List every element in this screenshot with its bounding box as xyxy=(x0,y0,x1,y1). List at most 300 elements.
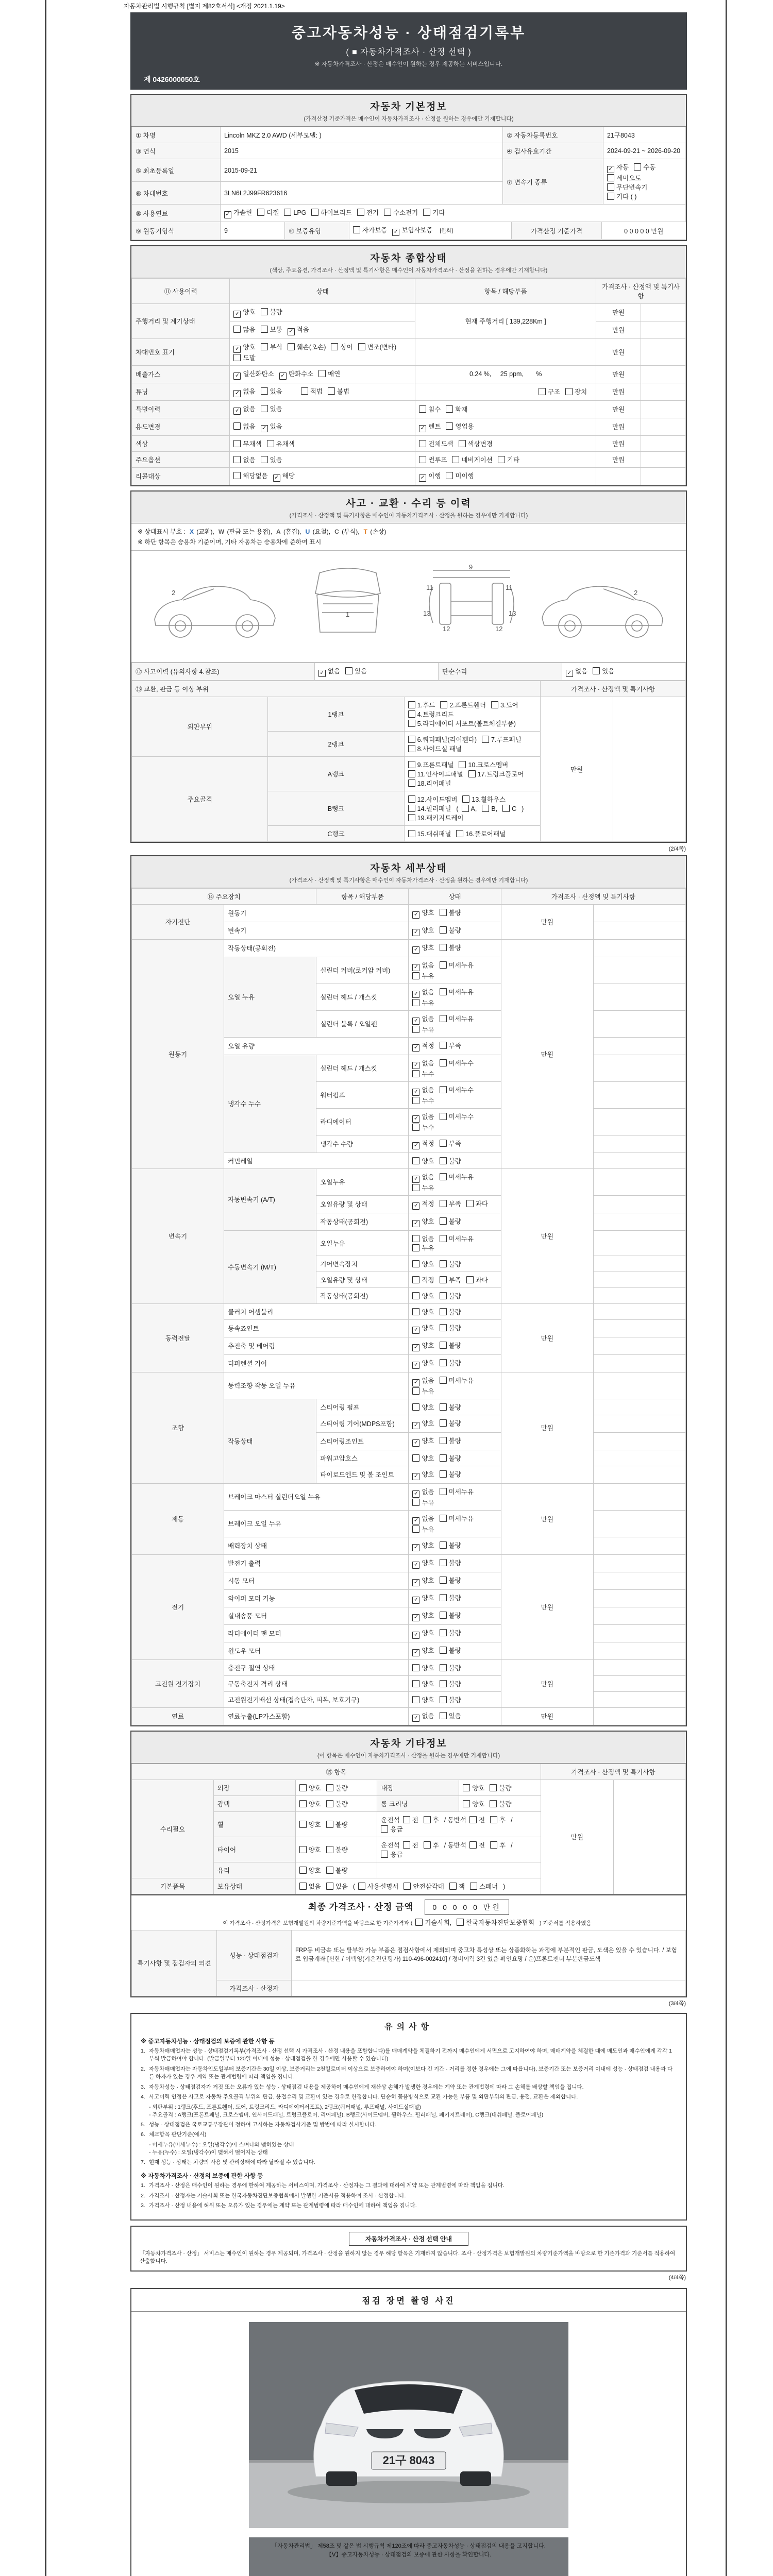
checkbox-label: 14.필러패널 xyxy=(417,805,451,812)
item-options-cell xyxy=(415,418,596,435)
item-cell: 현재 주행거리 [ 139,228Km ] xyxy=(415,303,596,338)
checkbox-option xyxy=(634,162,656,172)
checkbox xyxy=(381,1851,388,1858)
checkbox-label: 있음 xyxy=(355,667,367,675)
note-cell xyxy=(593,957,685,984)
checkbox-label: 있음 xyxy=(270,387,282,395)
status-options-cell xyxy=(409,1554,501,1572)
item-label-cell: 실내송풍 모터 xyxy=(224,1607,409,1624)
svg-text:21구 8043: 21구 8043 xyxy=(382,2453,435,2467)
field-label: ⑨ 원동기형식 xyxy=(132,222,221,240)
checkbox-label: 없음 xyxy=(422,1015,434,1023)
checkbox-label: 양호 xyxy=(422,1664,434,1672)
device-group-label: 원동기 xyxy=(132,939,224,1168)
checkbox-label: 안전삼각대 xyxy=(413,1883,444,1890)
checkbox-option xyxy=(440,1139,461,1148)
checkbox xyxy=(440,1359,447,1366)
fee-cell: 만원 xyxy=(596,321,641,338)
checkbox-label: 10.크로스멤버 xyxy=(468,761,509,769)
usage-history-label: 차대번호 표기 xyxy=(132,338,230,365)
page-marker: (3/4쪽) xyxy=(668,2000,686,2007)
checkbox: ✓ xyxy=(412,1089,419,1096)
checkbox-option xyxy=(392,225,432,236)
note-cell xyxy=(593,1319,685,1337)
checkbox-option xyxy=(408,769,463,778)
checkbox-label: 없음 xyxy=(308,1883,321,1890)
checkbox xyxy=(634,163,641,171)
checkbox-option xyxy=(412,1593,434,1604)
checkbox-label: 누유 xyxy=(422,972,434,980)
checkbox-option xyxy=(446,471,474,480)
checkbox-label: 누유 xyxy=(422,1526,434,1533)
checkbox-label: 양호 xyxy=(422,1217,434,1225)
checkbox-label: 불량 xyxy=(448,1541,461,1549)
item-label-cell: 스티어링 기어(MDPS포함) xyxy=(316,1415,409,1432)
status-options-cell xyxy=(409,1691,501,1707)
checkbox xyxy=(299,1784,307,1791)
checkbox-option xyxy=(412,1323,434,1334)
checkbox-option xyxy=(299,1799,321,1808)
usage-history-label: 배출가스 xyxy=(132,365,230,383)
checkbox-label: 양호 xyxy=(422,1680,434,1688)
field-label: ③ 연식 xyxy=(132,143,221,159)
checkbox-option xyxy=(408,813,464,822)
status-options-cell xyxy=(409,922,501,939)
position-options-cell xyxy=(377,1837,541,1862)
item-label-cell: 추진축 및 베어링 xyxy=(224,1337,409,1354)
checkbox: ✓ xyxy=(412,1649,419,1656)
checkbox xyxy=(267,440,274,447)
checkbox-label: 부식 xyxy=(270,343,282,351)
report-subtitle: ( ■ 자동차가격조사 · 산정 선택 ) xyxy=(346,48,472,57)
checkbox-option xyxy=(470,1882,498,1891)
checkbox: ✓ xyxy=(566,670,573,677)
rank-items-cell xyxy=(404,791,540,825)
note-cell xyxy=(593,1337,685,1354)
checkbox-label: 기타 xyxy=(507,456,519,464)
rank-items-cell xyxy=(404,697,540,731)
checkbox-option xyxy=(328,386,349,396)
status-options-cell xyxy=(409,1168,501,1195)
checkbox-option xyxy=(440,1291,461,1300)
checkbox-label: 부족 xyxy=(448,1276,461,1284)
checkbox-option xyxy=(466,1199,488,1208)
checkbox xyxy=(261,456,268,463)
checkbox-option xyxy=(440,1558,461,1567)
checkbox-option xyxy=(412,908,434,919)
checkbox-option xyxy=(408,700,435,709)
note-cell xyxy=(593,1010,685,1037)
checkbox xyxy=(299,1821,307,1828)
checkbox xyxy=(412,1026,419,1033)
page-marker: (2/4쪽) xyxy=(668,845,686,852)
page-border-right xyxy=(726,0,727,2576)
table-row xyxy=(132,1707,686,1725)
checkbox-option xyxy=(412,971,434,980)
checkbox-label: 불량 xyxy=(448,1292,461,1300)
notice-sub-item: - 미세누유(미세누수) : 오일(냉각수)이 스며나와 맺혀있는 상태 xyxy=(149,2141,294,2148)
checkbox-option xyxy=(224,208,252,218)
checkbox xyxy=(440,1324,447,1331)
checkbox-label: LPG xyxy=(293,209,307,216)
text-segment: ) xyxy=(503,1883,506,1890)
table-row xyxy=(132,1780,686,1795)
checkbox-option xyxy=(440,1611,461,1620)
checkbox: ✓ xyxy=(412,1562,419,1569)
legend-prefix: ※ 상태표시 부호 : xyxy=(138,528,186,535)
checkbox-option xyxy=(326,1866,348,1875)
checkbox-label: 양호 xyxy=(422,1470,434,1478)
status-options-cell xyxy=(230,435,415,451)
status-options-cell xyxy=(409,1537,501,1554)
notice-item-number: 1. xyxy=(141,2047,145,2054)
checkbox-label: 과다 xyxy=(475,1200,488,1208)
notice-item xyxy=(141,2202,677,2210)
checkbox-label: 수동 xyxy=(643,164,656,171)
fee-cell: 만원 xyxy=(501,1554,593,1659)
checkbox-label: 수소전기 xyxy=(393,209,418,216)
checkbox: ✓ xyxy=(412,1142,419,1149)
table-row xyxy=(132,1168,686,1195)
sub-group-label: 냉각수 누수 xyxy=(224,1055,316,1153)
checkbox: ✓ xyxy=(412,946,419,954)
item-label-cell: 변속기 xyxy=(224,922,409,939)
checkbox xyxy=(468,770,476,777)
checkbox-option xyxy=(233,421,255,431)
checkbox: ✓ xyxy=(412,1473,419,1480)
notice-body xyxy=(141,2037,677,2210)
checkbox: ✓ xyxy=(412,1344,419,1351)
exchange-rank-table xyxy=(131,681,686,842)
rank-label: C랭크 xyxy=(268,825,404,841)
checkbox-label: 5.라디에이터 서포트(볼트체결부품) xyxy=(417,720,516,727)
checkbox xyxy=(440,1629,447,1636)
checkbox xyxy=(440,1577,447,1584)
table-row xyxy=(132,338,686,365)
status-options-cell xyxy=(295,1862,377,1878)
basic-info-section xyxy=(130,94,687,241)
checkbox-option xyxy=(408,709,454,719)
checkbox-label: 전 xyxy=(478,1816,485,1824)
checkbox-option xyxy=(233,439,261,448)
checkbox-label: 양호 xyxy=(422,1541,434,1549)
checkbox-label: 없음 xyxy=(422,1086,434,1094)
checkbox: ✓ xyxy=(412,1632,419,1639)
checkbox xyxy=(412,1070,419,1077)
checkbox-label: 불량 xyxy=(335,1821,348,1828)
item-label-cell: 오일누유 xyxy=(316,1230,409,1256)
checkbox-option xyxy=(593,666,614,675)
checkbox-option xyxy=(607,162,629,173)
other-info-section xyxy=(130,1731,687,1997)
usage-history-label: 특별이력 xyxy=(132,400,230,418)
checkbox xyxy=(446,422,453,430)
status-options-cell xyxy=(409,1213,501,1230)
simple-repair-label: 단순수리 xyxy=(439,663,562,680)
checkbox-label: 없음 xyxy=(422,1235,434,1243)
fee-cell: 만원 xyxy=(596,418,641,435)
checkbox: ✓ xyxy=(412,929,419,936)
notice-item xyxy=(141,2121,677,2129)
checkbox xyxy=(381,1825,388,1833)
checkbox-label: 유채색 xyxy=(276,440,295,448)
checkbox xyxy=(440,1292,447,1299)
checkbox-label: 없음 xyxy=(328,667,341,675)
detail-section xyxy=(130,855,687,1726)
checkbox-option xyxy=(412,1358,434,1369)
fee-cell: 만원 xyxy=(501,1707,593,1725)
checkbox xyxy=(299,1883,307,1890)
status-options-cell xyxy=(409,1010,501,1037)
table-row xyxy=(132,697,686,731)
checkbox-label: 구조 xyxy=(547,388,560,396)
rank-items-cell xyxy=(404,825,540,841)
checkbox xyxy=(326,1821,333,1828)
text-segment: / 동반석 xyxy=(444,1841,466,1849)
checkbox xyxy=(412,1680,419,1687)
checkbox-option xyxy=(457,1918,534,1927)
notice-item xyxy=(141,2182,677,2190)
checkbox-option xyxy=(440,1436,461,1445)
checkbox xyxy=(440,1173,447,1180)
checkbox-label: 불량 xyxy=(448,944,461,952)
checkbox-label: 없음 xyxy=(422,1488,434,1496)
checkbox-label: 양호 xyxy=(243,343,256,351)
opinion-label: 특기사항 및 점검자의 의견 xyxy=(132,1930,217,1996)
notice-item-text: 체크항목 판단기준(예시) xyxy=(149,2131,207,2138)
item-label-cell: 냉각수 수량 xyxy=(316,1135,409,1153)
checkbox: ✓ xyxy=(412,1176,419,1183)
svg-text:12: 12 xyxy=(443,624,450,633)
checkbox-option xyxy=(440,1628,461,1637)
checkbox-option xyxy=(566,666,587,677)
footer-line2: 【Ⅴ】중고자동차성능 · 상태점검의 보증에 관한 사항을 확인합니다. xyxy=(326,2552,492,2558)
checkbox: ✓ xyxy=(412,1422,419,1429)
status-options-cell xyxy=(409,1337,501,1354)
checkbox-label: 양호 xyxy=(308,1867,321,1874)
status-options-cell xyxy=(409,1055,501,1081)
sub-group-label: 자동변속기 (A/T) xyxy=(224,1168,316,1230)
fee-cell: 만원 xyxy=(541,1780,614,1894)
fee-cell: 만원 xyxy=(596,365,641,383)
other-info-table xyxy=(131,1764,686,1894)
notice-item-text: 가격조사 · 산정 내용에 허위 또는 오류가 있는 경우에는 계약 또는 관계법령에 따라 매수인에 대하여 책임을 집니다. xyxy=(149,2202,417,2209)
checkbox-label: 불량 xyxy=(448,926,461,934)
column-header: 가격조사 · 산정액 및 특기사항 xyxy=(501,888,685,904)
checkbox-option xyxy=(412,1575,434,1586)
status-options-cell xyxy=(230,467,415,485)
checkbox xyxy=(412,1235,419,1242)
position-options-cell xyxy=(377,1811,541,1837)
checkbox: ✓ xyxy=(419,474,426,482)
checkbox-option xyxy=(233,455,255,464)
state-symbol-label: (부식), xyxy=(340,528,360,535)
item-label-cell: 기어변속장치 xyxy=(316,1256,409,1272)
checkbox xyxy=(607,174,614,181)
svg-text:11: 11 xyxy=(506,583,513,591)
checkbox-label: 부족 xyxy=(448,1140,461,1147)
note-cell xyxy=(593,1510,685,1537)
device-group-label: 제동 xyxy=(132,1483,224,1554)
notice-item xyxy=(141,2093,677,2102)
checkbox xyxy=(353,226,360,233)
checkbox-label: 양호 xyxy=(308,1846,321,1854)
checkbox-option xyxy=(273,471,295,482)
status-options-cell xyxy=(409,1319,501,1337)
checkbox xyxy=(257,209,264,216)
usage-history-label: 리콜대상 xyxy=(132,467,230,485)
device-group-label: 변속기 xyxy=(132,1168,224,1303)
exchange-header-right: 가격조사 · 산정액 및 특기사항 xyxy=(541,681,686,697)
item-cell xyxy=(415,338,596,365)
checkbox-option xyxy=(412,1540,434,1551)
column-header: 가격조사 · 산정액 및 특기사항 xyxy=(596,278,686,303)
checkbox-option xyxy=(412,1234,434,1243)
checkbox-label: 19.패키지트레이 xyxy=(417,814,464,822)
checkbox-label: 불량 xyxy=(448,1260,461,1268)
checkbox xyxy=(565,388,573,395)
item-label-cell: 스티어링조인트 xyxy=(316,1432,409,1450)
checkbox-option xyxy=(412,1123,434,1132)
checkbox xyxy=(491,701,498,708)
checkbox-option xyxy=(408,760,454,769)
checkbox xyxy=(440,1712,447,1719)
checkbox-label: 누유 xyxy=(422,999,434,1007)
checkbox-option xyxy=(607,182,647,192)
checkbox xyxy=(301,387,308,395)
checkbox xyxy=(261,387,268,395)
status-options-cell xyxy=(409,1415,501,1432)
note-cell xyxy=(593,1354,685,1372)
checkbox xyxy=(470,1883,477,1890)
checkbox: ✓ xyxy=(233,390,241,397)
item-label-cell: 파워고압호스 xyxy=(316,1450,409,1466)
checkbox xyxy=(440,701,447,708)
checkbox-label: 11.인사이드패널 xyxy=(417,770,463,778)
checkbox-option xyxy=(261,404,282,413)
checkbox-label: 불량 xyxy=(448,1647,461,1654)
item-label-cell: 연료누출(LP가스포함) xyxy=(224,1707,409,1725)
checkbox-label: 불량 xyxy=(448,1470,461,1478)
checkbox xyxy=(412,1097,419,1104)
checkbox-label: 미세누유 xyxy=(448,961,474,969)
checkbox xyxy=(404,1883,411,1890)
checkbox xyxy=(412,1276,419,1283)
checkbox-label: 불량 xyxy=(448,1342,461,1349)
note-cell xyxy=(593,939,685,957)
status-options-cell xyxy=(409,1466,501,1483)
checkbox-option xyxy=(412,1711,434,1722)
checkbox-label: 없음 xyxy=(422,961,434,969)
checkbox-option xyxy=(440,1402,461,1412)
checkbox-option xyxy=(440,1358,461,1367)
checkbox-option xyxy=(412,1695,434,1704)
table-row xyxy=(132,1659,686,1675)
notice-item-text: 사고이력 인정은 사고로 자동차 주요골격 부위의 판금, 용접수리 및 교환이 있는 경우로 한정합니다. 단순히 꽂음방식으로 교환 가능한 부품 및 외판부위의 판금, 용접, 교환은 제외합니다. xyxy=(149,2094,578,2100)
item-name-label: 보유상태 xyxy=(213,1878,295,1894)
checkbox-option xyxy=(233,404,255,415)
checkbox-option xyxy=(412,1611,434,1621)
checkbox-option xyxy=(482,735,522,744)
status-options-cell xyxy=(295,1780,377,1795)
checkbox xyxy=(446,405,453,413)
fee-cell: 만원 xyxy=(501,1483,593,1554)
table-row xyxy=(132,1483,686,1510)
checkbox-option xyxy=(299,1866,321,1875)
checkbox xyxy=(463,1800,470,1807)
checkbox-label: 1.후드 xyxy=(417,701,435,709)
checkbox xyxy=(490,1784,497,1791)
checkbox-option xyxy=(498,455,519,464)
checkbox xyxy=(419,440,426,447)
checkbox-option xyxy=(318,369,340,378)
table-row xyxy=(132,205,686,222)
checkbox-label: 누수 xyxy=(422,1097,434,1105)
checkbox-option xyxy=(261,421,282,432)
checkbox-label: 응급 xyxy=(390,1851,403,1858)
checkbox-option xyxy=(288,342,326,351)
checkbox-option xyxy=(233,386,255,397)
checkbox-label: 없음 xyxy=(243,387,256,395)
checkbox xyxy=(462,795,469,803)
checkbox-option xyxy=(412,987,434,998)
final-price-band xyxy=(131,1894,686,1930)
checkbox-option xyxy=(358,342,397,351)
report-title: 중고자동차성능 · 상태점검기록부 xyxy=(291,25,526,41)
checkbox-label: 미세누유 xyxy=(448,1173,474,1181)
item-label-cell: 배력장치 상태 xyxy=(224,1537,409,1554)
checkbox xyxy=(440,1612,447,1619)
note-cell xyxy=(593,1108,685,1135)
note-cell xyxy=(593,1415,685,1432)
checkbox xyxy=(326,1867,333,1874)
table-row xyxy=(132,1554,686,1572)
rank-items-cell xyxy=(404,756,540,791)
checkbox-option xyxy=(502,805,516,812)
status-options-cell xyxy=(230,338,415,365)
checkbox xyxy=(408,701,415,708)
checkbox xyxy=(357,209,364,216)
checkbox: ✓ xyxy=(412,1544,419,1551)
checkbox-option xyxy=(403,1815,418,1824)
checkbox xyxy=(463,1784,470,1791)
checkbox-label: 누유 xyxy=(422,1499,434,1506)
inspector-opinion-table xyxy=(131,1930,686,1996)
checkbox-option xyxy=(288,325,309,335)
fee-cell xyxy=(596,467,641,485)
item-label-cell: 오일 유량 xyxy=(224,1037,409,1055)
section-subtitle: (가격산정 기준가격은 매수인이 자동차가격조사 · 산정을 원하는 경우에만 기재합니다) xyxy=(304,116,514,122)
text-segment: 운전석 xyxy=(381,1841,400,1849)
checkbox-option xyxy=(491,700,518,709)
table-row xyxy=(132,400,686,418)
checkbox xyxy=(261,343,268,350)
item-options-cell xyxy=(415,451,596,467)
checkbox-option xyxy=(440,1469,461,1479)
checkbox-label: 많음 xyxy=(243,326,256,333)
svg-text:2: 2 xyxy=(634,588,638,597)
item-group-label: 수리필요 xyxy=(132,1780,214,1878)
checkbox-label: 무채색 xyxy=(243,440,262,448)
checkbox-option xyxy=(261,386,282,396)
status-options-cell xyxy=(409,939,501,957)
status-options-cell xyxy=(409,1707,501,1725)
svg-text:9: 9 xyxy=(469,563,473,571)
checkbox-label: 불량 xyxy=(448,1594,461,1602)
checkbox-label: 양호 xyxy=(422,1454,434,1462)
checkbox xyxy=(502,805,510,812)
item-label-cell: 시동 모터 xyxy=(224,1572,409,1589)
